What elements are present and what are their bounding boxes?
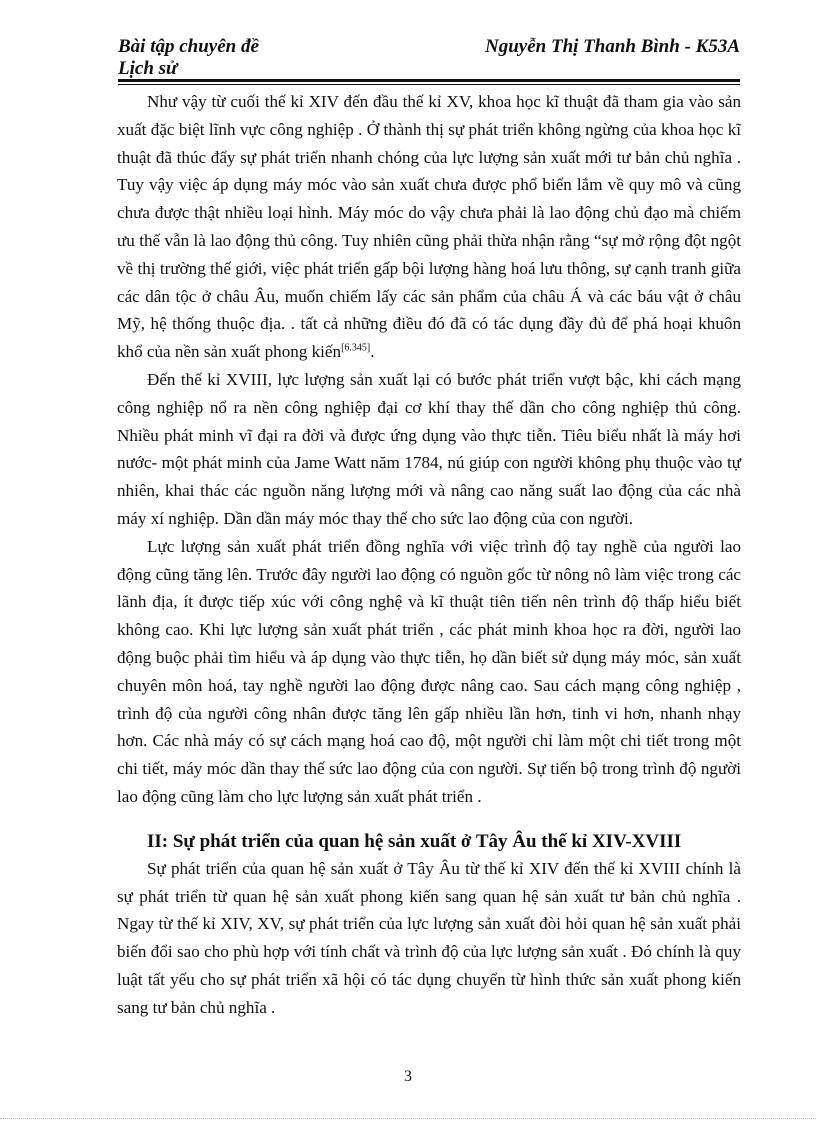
header-rule-thick (118, 79, 740, 82)
header-left (118, 36, 259, 80)
header-course-title: Bài tập chuyên đề (118, 36, 259, 57)
header-author: Nguyễn Thị Thanh Bình - K53A (485, 36, 740, 57)
paragraph-2: Đến thế kỉ XVIII, lực lượng sản xuất lại có bước phát triển vượt bậc, khi cách mạng công nghiệp nổ ra nền công nghiệp đại cơ khí thay thế dần cho công nghiệp thủ công. Nhiều phát minh vĩ đại ra đời và được ứng dụng vào thực tiễn. Tiêu biểu nhất là máy hơi nước- một phát minh của Jame Watt năm 1784, nú giúp con người không phụ thuộc vào tự nhiên, khai thác các nguồn năng lượng mới và nâng cao năng suất lao động của các nhà máy xí nghiệp. Dần dần máy móc thay thế cho sức lao động của con người. (117, 369, 741, 528)
page-header (118, 36, 740, 82)
paragraph-1-text: Như vậy từ cuối thế kỉ XIV đến đầu thế kỉ XV, khoa học kĩ thuật đã tham gia vào sản xuất đặc biệt lĩnh vực công nghiệp . Ở thành thị sự phát triển không ngừng của khoa học kĩ thuật đã thúc đẩy sự phát triển nhanh chóng của lực lượng sản xuất mới tư bản chủ nghĩa . Tuy vậy việc áp dụng máy móc vào sản xuất chưa được phổ biến lắm về quy mô và cũng chưa được thật nhiều loại hình. Máy móc do vậy chưa phải là lao động chủ đạo mà chiếm ưu thế vẫn là lao động thủ công. Tuy nhiên cũng phải thừa nhận rằng “sự mở rộng đột ngột về thị trường thế giới, việc phát triển gấp bội lượng hàng hoá lưu thông, sự cạnh tranh giữa các dân tộc ở châu Âu, muốn chiếm lấy các sản phẩm của châu Á và các báu vật ở châu Mỹ, hệ thống thuộc địa. . tất cả những điều đó đã có tác dụng đầy đủ để phá hoại khuôn khổ của nền sản xuất phong kiến (117, 92, 741, 362)
page-number: 3 (404, 1068, 412, 1085)
header-subject: Lịch sử (118, 58, 178, 79)
page-bottom-border (0, 1118, 816, 1119)
citation-marker: [6.345] (341, 342, 371, 354)
paragraph-4: Sự phát triển của quan hệ sản xuất ở Tây Âu từ thế kỉ XIV đến thế kỉ XVIII chính là sự phát triển từ quan hệ sản xuất phong kiến sang quan hệ sản xuất tư bản chủ nghĩa . Ngay từ thế kỉ XIV, XV, sự phát triển của lực lượng sản xuất đòi hỏi quan hệ sản xuất phải biến đổi sao cho phù hợp với tính chất và trình độ của lực lượng sản xuất . Đó chính là quy luật tất yếu cho sự phát triển xã hội có tác dụng chuyển từ hình thức sản xuất phong kiến sang tư bản chủ nghĩa . (117, 858, 741, 1017)
header-rule-thin (118, 84, 740, 85)
paragraph-1-end: . (370, 342, 375, 362)
page-body (117, 88, 741, 1022)
paragraph-1 (117, 88, 741, 366)
section-heading: II: Sự phát triển của quan hệ sản xuất ở Tây Âu thế kỉ XIV-XVIII (147, 830, 682, 852)
paragraph-3: Lực lượng sản xuất phát triển đồng nghĩa với việc trình độ tay nghề của người lao động cũng tăng lên. Trước đây người lao động có nguồn gốc từ nông nô làm việc trong các lãnh địa, ít được tiếp xúc với công nghệ và kĩ thuật tiên tiến nên trình độ thấp hiểu biết không cao. Khi lực lượng sản xuất phát triển , các phát minh khoa học ra đời, người lao động buộc phải tìm hiểu và áp dụng vào thực tiễn, họ dần biết sử dụng máy móc, sản xuất chuyên môn hoá, tay nghề người lao động được nâng cao. Sau cách mạng công nghiệp , trình độ của người công nhân được tăng lên gấp nhiều lần hơn, tinh vi hơn, nhanh nhạy hơn. Các nhà máy có sự cách mạng hoá cao độ, một người chỉ làm một chi tiết trong một chi tiết, máy móc dần thay thế sức lao động của con người. Sự tiến bộ trong trình độ người lao động cũng làm cho lực lượng sản xuất phát triển . (117, 536, 741, 806)
